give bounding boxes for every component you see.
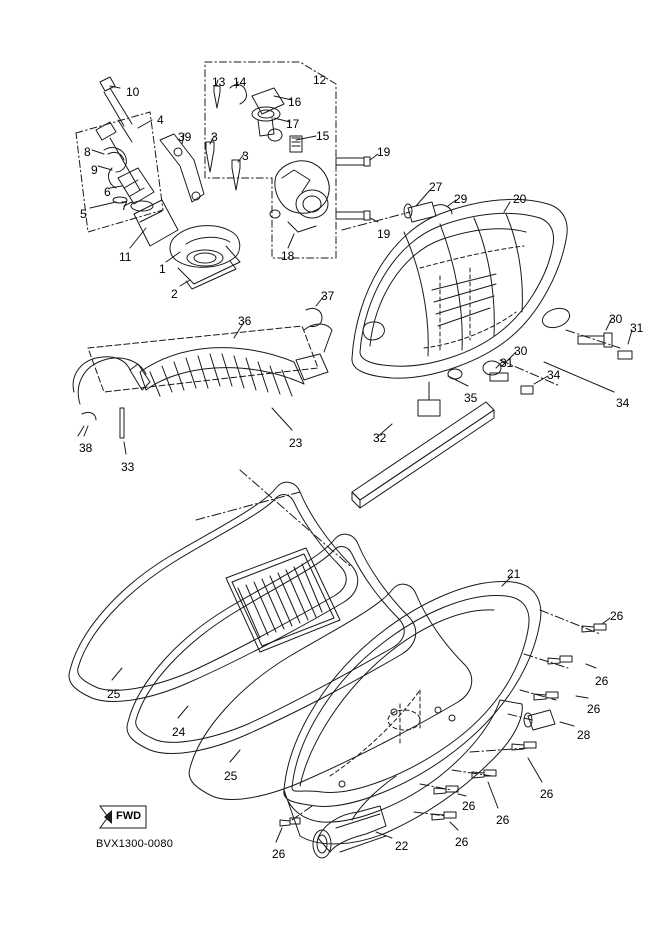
callout-number: 26 bbox=[455, 835, 469, 849]
callout-number: 33 bbox=[121, 460, 135, 474]
callout-number: 16 bbox=[288, 95, 302, 109]
callout-number: 38 bbox=[79, 441, 93, 455]
callout-number: 13 bbox=[212, 75, 226, 89]
callout-number: 3 bbox=[242, 149, 249, 163]
callout-number: 24 bbox=[172, 725, 186, 739]
callout-number: 9 bbox=[91, 163, 98, 177]
callout-number: 37 bbox=[321, 289, 335, 303]
callout-number: 26 bbox=[272, 847, 286, 861]
callout-number: 14 bbox=[233, 75, 247, 89]
callout-number: 34 bbox=[547, 368, 561, 382]
callout-number: 23 bbox=[289, 436, 303, 450]
callout-number: 18 bbox=[281, 249, 295, 263]
callout-number: 19 bbox=[377, 227, 391, 241]
callout-number: 15 bbox=[316, 129, 330, 143]
callout-number: 3 bbox=[211, 130, 218, 144]
callout-number: 20 bbox=[513, 192, 527, 206]
callout-number: 4 bbox=[157, 113, 164, 127]
drawing-code: BVX1300-0080 bbox=[96, 838, 174, 850]
callout-number: 39 bbox=[178, 130, 192, 144]
callout-number: 1 bbox=[159, 262, 166, 276]
callout-number: 34 bbox=[616, 396, 630, 410]
callout-number: 31 bbox=[500, 356, 514, 370]
callout-number: 25 bbox=[107, 687, 121, 701]
callout-number: 27 bbox=[429, 180, 443, 194]
callout-number: 26 bbox=[496, 813, 510, 827]
callout-number: 8 bbox=[84, 145, 91, 159]
callout-number: 6 bbox=[104, 185, 111, 199]
callout-number: 11 bbox=[119, 250, 132, 264]
callout-number: 36 bbox=[238, 314, 252, 328]
callout-number: 19 bbox=[377, 145, 391, 159]
callout-number: 12 bbox=[313, 73, 327, 87]
callout-number: 25 bbox=[224, 769, 238, 783]
callout-number: 21 bbox=[507, 567, 521, 581]
callout-number: 17 bbox=[286, 117, 300, 131]
callout-number: 28 bbox=[577, 728, 591, 742]
callout-number: 26 bbox=[587, 702, 601, 716]
callout-number: 2 bbox=[171, 287, 178, 301]
callout-number: 32 bbox=[373, 431, 387, 445]
callout-number: 26 bbox=[595, 674, 609, 688]
callout-number: 26 bbox=[540, 787, 554, 801]
callout-number: 22 bbox=[395, 839, 409, 853]
callout-number: 5 bbox=[80, 207, 87, 221]
callout-number: 30 bbox=[514, 344, 528, 358]
callout-number: 26 bbox=[462, 799, 476, 813]
callout-number: 30 bbox=[609, 312, 623, 326]
callout-number: 26 bbox=[610, 609, 624, 623]
callout-number: 29 bbox=[454, 192, 468, 206]
callout-number: 10 bbox=[126, 85, 140, 99]
callout-number: 7 bbox=[121, 199, 128, 213]
callout-number: 31 bbox=[630, 321, 644, 335]
callout-number: 35 bbox=[464, 391, 478, 405]
fwd-label: FWD bbox=[116, 810, 142, 822]
